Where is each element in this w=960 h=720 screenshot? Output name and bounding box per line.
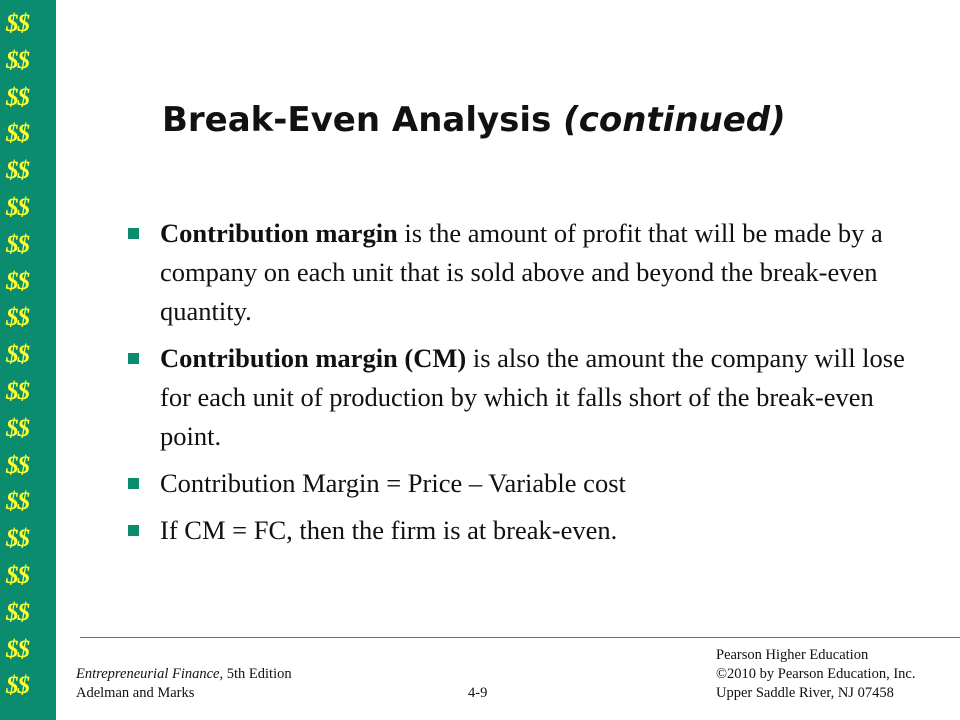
- bullet-item: [120, 464, 920, 503]
- bullet-text: If CM = FC, then the firm is at break-even.: [160, 515, 618, 545]
- dollar-sign-mark: $$: [6, 451, 29, 479]
- slide-title: [162, 100, 786, 140]
- footer-address: Upper Saddle River, NJ 07458: [716, 685, 894, 701]
- bullet-item: [120, 339, 920, 456]
- dollar-sign-mark: $$: [6, 672, 29, 700]
- bullet-text: is the amount of profit that will be made by a company on each unit that is sold above and beyond the break-even quantity.: [160, 218, 883, 326]
- dollar-sidebar: [0, 0, 56, 720]
- square-bullet-icon: [128, 353, 139, 364]
- footer-publisher-info: [716, 646, 915, 703]
- bullet-item: [120, 511, 920, 550]
- dollar-sign-mark: $$: [6, 341, 29, 369]
- footer-edition: 5th Edition: [223, 666, 292, 682]
- footer-book-line: [76, 665, 292, 684]
- footer-book-title: Entrepreneurial Finance,: [76, 666, 224, 682]
- square-bullet-icon: [128, 228, 139, 239]
- footer-book-info: [76, 665, 292, 703]
- bullet-item: [120, 214, 920, 331]
- dollar-sign-mark: $$: [6, 598, 29, 626]
- dollar-sign-mark: $$: [6, 488, 29, 516]
- dollar-sign-mark: $$: [6, 304, 29, 332]
- square-bullet-icon: [128, 478, 139, 489]
- bullet-list: [120, 214, 920, 558]
- dollar-sign-mark: $$: [6, 120, 29, 148]
- dollar-sign-mark: $$: [6, 267, 29, 295]
- dollar-sign-mark: $$: [6, 525, 29, 553]
- dollar-sign-mark: $$: [6, 635, 29, 663]
- title-main: Break-Even Analysis: [162, 100, 564, 140]
- dollar-sign-mark: $$: [6, 414, 29, 442]
- dollar-sign-mark: $$: [6, 46, 29, 74]
- bullet-bold-term: Contribution margin (CM): [160, 343, 467, 373]
- dollar-sign-mark: $$: [6, 83, 29, 111]
- bullet-bold-term: Contribution margin: [160, 218, 398, 248]
- bullet-text: is also the amount the company will lose for each unit of production by which it falls short of the break-even point.: [160, 343, 905, 451]
- dollar-sign-column: [6, 6, 54, 705]
- title-continued: (continued): [563, 100, 786, 140]
- dollar-sign-mark: $$: [6, 561, 29, 589]
- footer-publisher: Pearson Higher Education: [716, 647, 869, 663]
- bullet-text: Contribution Margin = Price – Variable cost: [160, 468, 626, 498]
- footer-divider: [80, 637, 960, 638]
- footer-authors: Adelman and Marks: [76, 685, 195, 701]
- dollar-sign-mark: $$: [6, 377, 29, 405]
- square-bullet-icon: [128, 525, 139, 536]
- dollar-sign-mark: $$: [6, 157, 29, 185]
- dollar-sign-mark: $$: [6, 193, 29, 221]
- dollar-sign-mark: $$: [6, 10, 29, 37]
- footer-page-number: 4-9: [468, 685, 488, 701]
- footer-copyright: ©2010 by Pearson Education, Inc.: [716, 666, 916, 682]
- dollar-sign-mark: $$: [6, 230, 29, 258]
